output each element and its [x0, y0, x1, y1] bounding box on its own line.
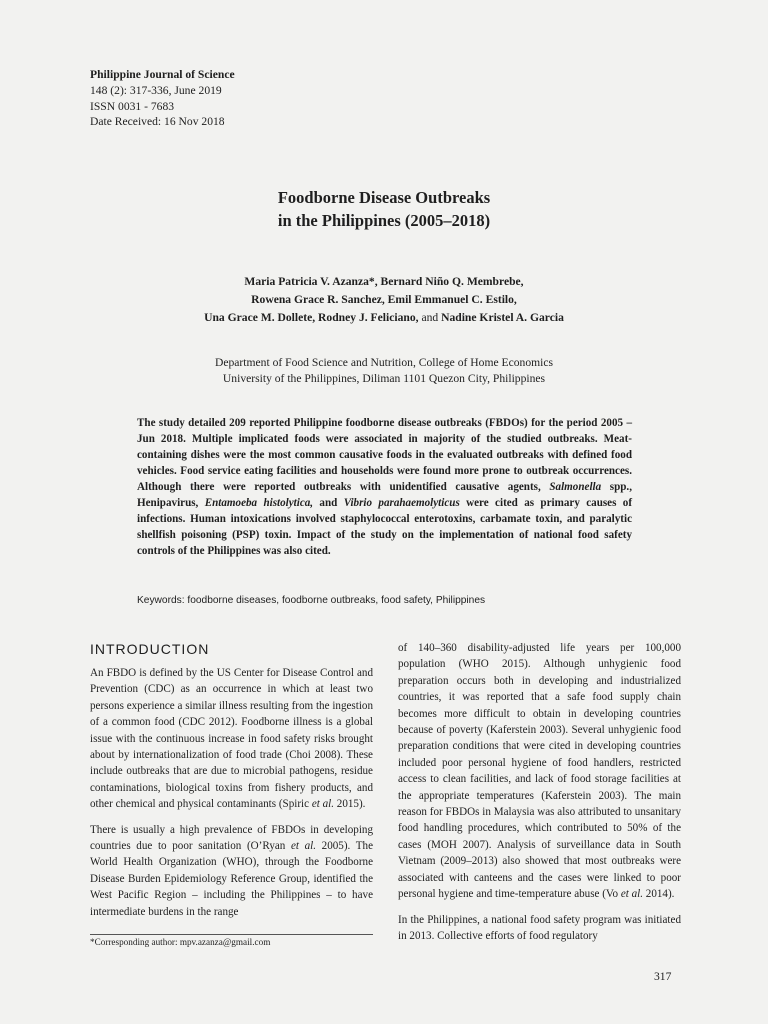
journal-info [90, 67, 235, 130]
journal-issn: ISSN 0031 - 7683 [90, 99, 175, 113]
intro-r1-end: 2014). [643, 888, 675, 901]
intro-p2-text: There is usually a high prevalence of FBDOs in developing countries due to poor sanitation (O’Ryan [90, 823, 373, 853]
intro-r1-text: of 140–360 disability-adjusted life years per 100,000 population (WHO 2015). Although unhygienic food preparation occurs both in developing and industrialized countries, it was reported that a safe food supply chain becomes more difficult to obtain in developing countries because of poverty (Kaferstein 2003). Several unhygienic food preparation conditions that were cited in developing countries included poor personal hygiene of food handlers, restricted access to clean facilities, and lack of food storage facilities at the appropriate temperatures (Kaferstein 2003). The main reason for FBDOs in Malaysia was also attributed to unsanitary food handling procedures, which contributed to 50% of the cases (MOH 2007). Analysis of surveillance data in South Vietnam (2009–2013) also showed that most outbreaks were associated with canteens and the cases were linked to poor personal hygiene and time-temperature abuse (Vo [398, 642, 681, 901]
authors-line-3a: Una Grace M. Dollete, Rodney J. Feliciano, [204, 311, 419, 324]
intro-p1-etal: et al. [311, 798, 334, 811]
affiliation-line-2: University of the Philippines, Diliman 1101 Quezon City, Philippines [222, 372, 546, 385]
left-column [90, 640, 373, 929]
abstract-text-1: The study detailed 209 reported Philippine foodborne disease outbreaks (FBDOs) for the period 2005 – Jun 2018. Multiple implicated foods were associated in majority of the studied outbreaks. Meat-containing dishes were the most common causative foods in the evaluated outbreaks with defined food vehicles. Food service eating facilities and households were found more prone to outbreak occurrences. Although there were reported outbreaks with unidentified causative agents, [137, 417, 632, 493]
right-column [398, 640, 681, 953]
intro-r1-etal: et al. [620, 888, 644, 901]
intro-paragraph-1 [90, 665, 373, 813]
authors-line-1: Maria Patricia V. Azanza*, Bernard Niño Q. Membrebe, [244, 275, 524, 288]
affiliation [0, 355, 768, 387]
footnote-divider [90, 934, 373, 935]
page-number: 317 [654, 970, 672, 983]
title-line-2: in the Philippines (2005–2018) [277, 211, 491, 230]
intro-p1-end: 2015). [334, 798, 366, 811]
authors-line-3b: Nadine Kristel A. Garcia [441, 311, 564, 324]
journal-volume: 148 (2): 317-336, June 2019 [90, 83, 222, 97]
authors-line-3 [0, 309, 768, 327]
intro-paragraph-2 [90, 822, 373, 920]
corresponding-author-footnote: *Corresponding author: mpv.azanza@gmail.com [90, 937, 271, 947]
intro-paragraph-4: In the Philippines, a national food safety program was initiated in 2013. Collective efforts of food regulatory [398, 913, 681, 942]
intro-paragraph-3 [398, 640, 681, 903]
abstract-text-2: spp., Henipavirus, [137, 481, 632, 509]
abstract-vibrio: Vibrio parahaemolyticus [343, 497, 460, 509]
authors-and: and [418, 311, 442, 324]
authors-line-2: Rowena Grace R. Sanchez, Emil Emmanuel C. Estilo, [251, 293, 517, 306]
keywords: Keywords: foodborne diseases, foodborne outbreaks, food safety, Philippines [137, 595, 486, 606]
title-line-1: Foodborne Disease Outbreaks [277, 188, 491, 207]
abstract-entamoeba: Entamoeba histolytica, [204, 497, 314, 509]
paper-title [0, 186, 768, 232]
intro-p2-etal: et al. [290, 840, 317, 853]
abstract [137, 415, 632, 559]
abstract-salmonella: Salmonella [549, 481, 602, 493]
journal-name: Philippine Journal of Science [90, 68, 235, 81]
abstract-text-4: were cited as primary causes of infections. Human intoxications involved staphylococcal enterotoxins, carbamate toxin, and paralytic shellfish poisoning (PSP) toxin. Impact of the study on the implementation of national food safety controls of the Philippines was also cited. [137, 497, 633, 557]
abstract-text-3: and [313, 497, 344, 509]
intro-p2-end: 2005). The World Health Organization (WHO), through the Foodborne Disease Burden Epidemiology Reference Group, identified the West Pacific Region – including the Philippines – to have intermediate burdens in the range [90, 840, 374, 918]
author-list [0, 273, 768, 327]
date-received: Date Received: 16 Nov 2018 [90, 115, 225, 129]
intro-p1-text: An FBDO is defined by the US Center for Disease Control and Prevention (CDC) as an occurrence in which at least two persons experience a similar illness resulting from the ingestion of a common food (CDC 2012). Foodborne illness is a global issue with the continuous increase in food safety risks brought about by internationalization of food trade (Choi 2008). These include outbreaks that are due to microbial pathogens, residue contaminations, biological toxins from fishery products, and other chemical and physical contaminants (Spiric [90, 667, 373, 811]
affiliation-line-1: Department of Food Science and Nutrition, College of Home Economics [214, 356, 554, 369]
introduction-heading: INTRODUCTION [90, 641, 210, 657]
